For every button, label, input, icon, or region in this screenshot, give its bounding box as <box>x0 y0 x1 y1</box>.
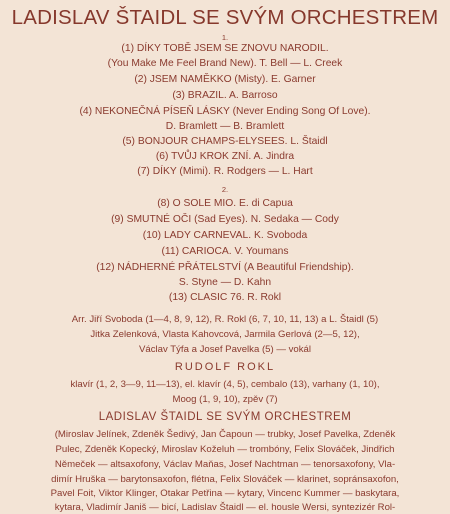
arrangement-credit: Arr. Jiří Svoboda (1—4, 8, 9, 12), R. Rokl (6, 7, 10, 11, 13) a L. Štaidl (5) <box>71 314 379 325</box>
track-line: (7) DÍKY (Mimi). R. Rodgers — L. Hart <box>137 166 313 177</box>
track-line: (1) DÍKY TOBĚ JSEM SE ZNOVU NARODIL. <box>121 43 329 54</box>
side-1-label: 1. <box>221 33 229 42</box>
orchestra-members: Pulec, Zdeněk Kopecký, Miroslav Koželuh — trombóny, Felix Slováček, Jindřich <box>55 444 395 455</box>
side-2-label: 2. <box>221 185 229 194</box>
track-line: (12) NÁDHERNÉ PŘÁTELSTVÍ (A Beautiful Friendship). <box>96 262 354 273</box>
track-line: D. Bramlett — B. Bramlett <box>165 121 285 132</box>
track-line: (3) BRAZIL. A. Barroso <box>172 90 278 101</box>
track-line: (6) TVŮJ KROK ZNÍ. A. Jindra <box>155 151 295 162</box>
orchestra-members: Němeček — altsaxofony, Václav Maňas, Josef Nachtman — tenorsaxofony, Vla- <box>54 459 396 470</box>
track-line: (11) CARIOCA. V. Youmans <box>161 246 289 257</box>
orchestra-members: kytara, Vladimír Janiš — bicí, Ladislav Štaidl — el. housle Wersi, syntezizér Rol- <box>54 502 396 513</box>
orchestra-members: Pavel Foit, Viktor Klinger, Otakar Petřina — kytary, Vincenc Kummer — baskytara, <box>50 488 400 499</box>
track-line: (10) LADY CARNEVAL. K. Svoboda <box>142 230 308 241</box>
soloist-instruments: klavír (1, 2, 3—9, 11—13), el. klavír (4, 5), cembalo (13), varhany (1, 10), <box>70 379 380 390</box>
track-line: (2) JSEM NAMĚKKO (Misty). E. Garner <box>134 74 316 85</box>
orchestra-members: dimír Hruška — barytonsaxofon, flétna, Felix Slováček — klarinet, sopránsaxofon, <box>51 474 399 485</box>
track-line: (You Make Me Feel Brand New). T. Bell — L. Creek <box>107 58 343 69</box>
orchestra-members: (Miroslav Jelínek, Zdeněk Šedivý, Jan Čapoun — trubky, Josef Pavelka, Zdeněk <box>54 429 396 440</box>
vocal-credit: Jitka Zelenková, Vlasta Kahovcová, Jarmila Gerlová (2—5, 12), <box>90 329 360 340</box>
track-line: (8) O SOLE MIO. E. di Capua <box>157 198 293 209</box>
soloist-instruments: Moog (1, 9, 10), zpěv (7) <box>172 394 278 405</box>
soloist-name: RUDOLF ROKL <box>174 361 276 373</box>
track-line: S. Styne — D. Kahn <box>178 277 272 288</box>
track-line: (5) BONJOUR CHAMPS-ELYSEES. L. Štaidl <box>122 136 328 147</box>
vocal-credit: Václav Týfa a Josef Pavelka (5) — vokál <box>138 344 312 355</box>
orchestra-name: LADISLAV ŠTAIDL SE SVÝM ORCHESTREM <box>98 411 352 423</box>
track-line: (13) CLASIC 76. R. Rokl <box>168 292 282 303</box>
track-line: (4) NEKONEČNÁ PÍSEŇ LÁSKY (Never Ending Song Of Love). <box>79 106 371 117</box>
album-title: LADISLAV ŠTAIDL SE SVÝM ORCHESTREM <box>11 6 439 29</box>
track-line: (9) SMUTNÉ OČI (Sad Eyes). N. Sedaka — Cody <box>111 214 339 225</box>
